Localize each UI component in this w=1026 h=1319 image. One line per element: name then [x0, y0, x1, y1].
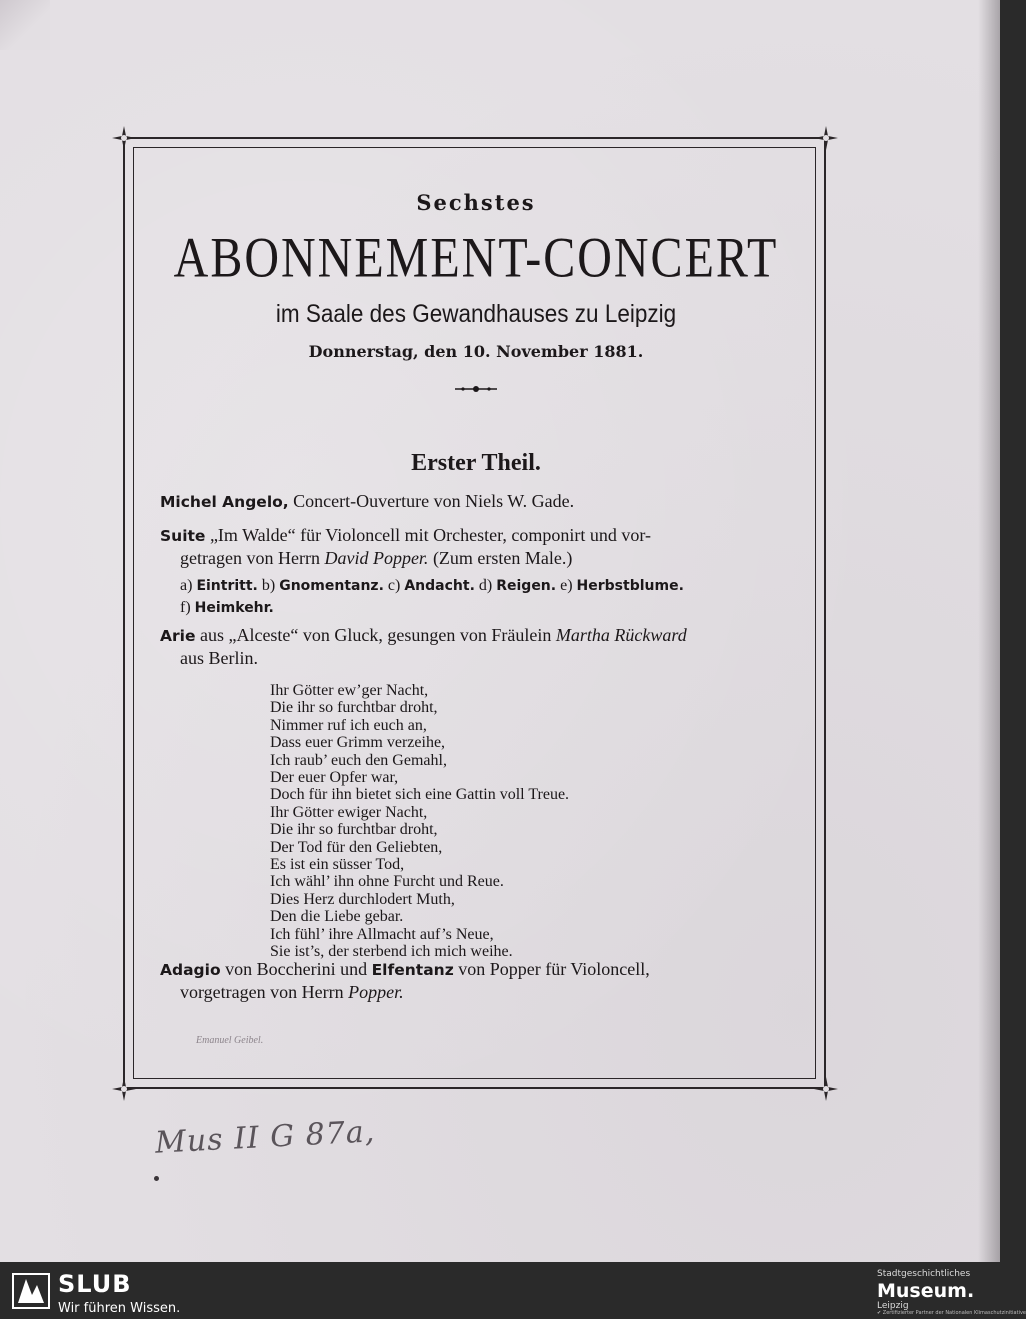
movement-label: f) [180, 599, 195, 616]
corner-ornament-icon [110, 1075, 138, 1103]
item-text: von Boccherini und [220, 959, 372, 979]
item-text: Concert-Ouverture von Niels W. Gade. [288, 491, 575, 511]
lyric-line: Ich fühl’ ihre Allmacht auf’s Neue, [270, 925, 494, 943]
movement-title: Eintritt. [196, 578, 258, 594]
item-text: vorgetragen von Herrn [180, 982, 349, 1002]
movement-title: Reigen. [496, 578, 557, 594]
library-tagline: Wir führen Wissen. [58, 1301, 181, 1316]
lyric-line: Ich wähl’ ihn ohne Furcht und Reue. [270, 873, 504, 891]
corner-ornament-icon [812, 124, 840, 152]
item-text: aus Berlin. [180, 648, 258, 668]
movement-label: c) [383, 577, 405, 594]
item-text: getragen von Herrn [180, 548, 325, 568]
item-title: Michel Angelo, [160, 493, 289, 511]
lyric-line: Ihr Götter ewiger Nacht, [270, 803, 428, 821]
movement-title: Herbstblume. [576, 578, 684, 594]
program-item-adagio [160, 958, 792, 1003]
movement-title: Andacht. [404, 578, 475, 594]
museum-cert: ✔ Zertifizierter Partner der Nationalen Klimaschutzinitiative [877, 1310, 1026, 1316]
movement-label: d) [474, 577, 497, 594]
item-text: von Popper für Violoncell, [453, 959, 650, 979]
movement-label: b) [257, 577, 280, 594]
program-item-overture [160, 490, 792, 513]
lyric-line: Doch für ihn bietet sich eine Gattin voll Treue. [270, 786, 570, 804]
item-title: Adagio [160, 961, 221, 979]
performer-name: Martha Rückward [555, 625, 687, 645]
lyric-line: Ihr Götter ew’ger Nacht, [270, 682, 429, 699]
slub-logo-icon[interactable] [12, 1273, 50, 1309]
lyric-line: Ich raub’ euch den Gemahl, [270, 751, 447, 769]
lyric-line: Die ihr so furchtbar droht, [270, 821, 438, 839]
movement-title: Heimkehr. [194, 600, 274, 616]
lyric-line: Sie ist’s, der sterbend ich mich weihe. [270, 943, 513, 961]
page-title: ABONNEMENT-CONCERT [173, 227, 779, 290]
movement-label: e) [556, 577, 577, 594]
item-title: Elfentanz [371, 961, 454, 979]
ink-dot [154, 1176, 159, 1181]
concert-date: Donnerstag, den 10. November 1881. [308, 342, 644, 361]
venue-line: im Saale des Gewandhauses zu Leipzig [275, 300, 677, 328]
museum-small: Stadtgeschichtliches [877, 1269, 971, 1279]
performer-name: David Popper. [324, 548, 429, 568]
divider-ornament-icon [451, 382, 501, 396]
item-title: Arie [160, 627, 196, 645]
item-title: Suite [160, 527, 206, 545]
lyric-line: Der euer Opfer war, [270, 769, 399, 787]
lyric-line: Der Tod für den Geliebten, [270, 838, 443, 856]
aria-lyrics [270, 682, 770, 961]
item-text: (Zum ersten Male.) [428, 548, 573, 568]
lyric-line: Nimmer ruf ich euch an, [270, 716, 427, 734]
program-item-suite [160, 524, 792, 569]
lyric-line: Die ihr so furchtbar droht, [270, 699, 438, 717]
paper-fold [0, 0, 50, 50]
movement-title: Gnomentanz. [279, 578, 384, 594]
museum-logo[interactable]: Museum. [877, 1280, 975, 1302]
heading-pre: Sechstes [416, 190, 536, 215]
performer-name: Popper. [348, 982, 404, 1002]
lyric-line: Dass euer Grimm verzeihe, [270, 734, 446, 752]
suite-movements [160, 575, 792, 619]
section-heading: Erster Theil. [411, 450, 541, 476]
bleed-through-credit: Emanuel Geibel. [196, 1035, 264, 1046]
museum-city: Leipzig [877, 1301, 909, 1311]
program-item-aria [160, 624, 792, 669]
movement-label: a) [180, 577, 197, 594]
item-text: „Im Walde“ für Violoncell mit Orchester, componirt und vor- [205, 525, 652, 545]
handwritten-shelfmark: Mus II G 87a, [154, 1114, 377, 1161]
library-name[interactable]: SLUB [58, 1270, 132, 1298]
corner-ornament-icon [812, 1075, 840, 1103]
corner-ornament-icon [110, 124, 138, 152]
lyric-line: Dies Herz durchlodert Muth, [270, 890, 455, 908]
lyric-line: Es ist ein süsser Tod, [270, 856, 405, 874]
lyric-line: Den die Liebe gebar. [270, 908, 404, 926]
paper-edge-shadow [978, 0, 1000, 1262]
item-text: aus „Alceste“ von Gluck, gesungen von Fräulein [195, 625, 556, 645]
